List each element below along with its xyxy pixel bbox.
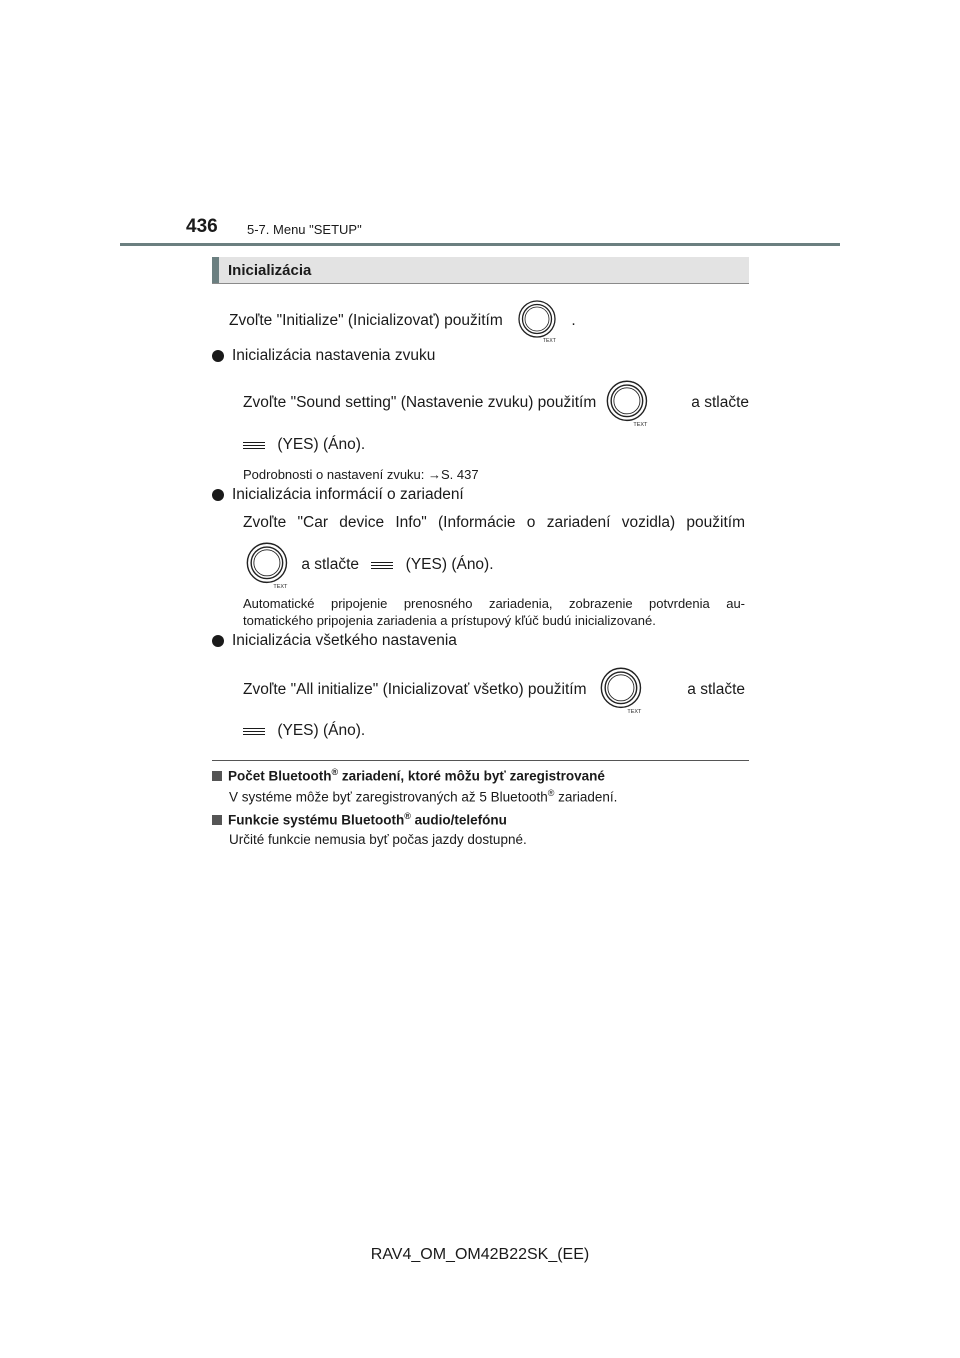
item-all-line1 bbox=[243, 665, 745, 715]
item-sound-note: Podrobnosti o nastavení zvuku: →S. 437 bbox=[243, 467, 479, 482]
item-all-heading bbox=[212, 632, 457, 650]
bullet-icon bbox=[212, 635, 224, 647]
item-heading-text: Inicializácia všetkého nastavenia bbox=[232, 632, 457, 649]
item-device-line2 bbox=[243, 540, 494, 590]
instruction-text: Zvoľte "All initialize" (Inicializovať všetko) použitím bbox=[243, 681, 587, 698]
item-device-note-line2: tomatického pripojenia zariadenia a prístupový kľúč budú inicializované. bbox=[243, 613, 656, 628]
instruction-text: (YES) (Áno). bbox=[405, 556, 494, 573]
bullet-icon bbox=[212, 350, 224, 362]
item-device-line1: Zvoľte "Car device Info" (Informácie o zariadení vozidla) použitím bbox=[243, 514, 745, 531]
intro-period: . bbox=[571, 312, 576, 329]
title-bar bbox=[212, 257, 749, 284]
svg-text:TEXT: TEXT bbox=[543, 338, 556, 344]
square-bullet-icon bbox=[212, 815, 222, 825]
tune-select-knob-icon bbox=[597, 665, 647, 715]
document-code-footer: RAV4_OM_OM42B22SK_(EE) bbox=[370, 1246, 590, 1263]
instruction-text: a stlačte bbox=[301, 556, 360, 573]
square-bullet-icon bbox=[212, 771, 222, 781]
bullet-icon bbox=[212, 489, 224, 501]
item-device-heading bbox=[212, 486, 464, 504]
note-bluetooth-count-heading: Počet Bluetooth® zariadení, ktoré môžu byť zaregistrované bbox=[212, 767, 605, 784]
yes-button-icon bbox=[371, 560, 393, 571]
note-bluetooth-functions-body: Určité funkcie nemusia byť počas jazdy dostupné. bbox=[229, 832, 527, 847]
instruction-text: (YES) (Áno). bbox=[277, 722, 366, 739]
page-number: 436 bbox=[186, 216, 218, 237]
instruction-text-tail: a stlačte bbox=[687, 681, 745, 698]
svg-text:TEXT: TEXT bbox=[273, 583, 288, 590]
tune-select-knob-icon bbox=[603, 378, 653, 428]
tune-select-knob-icon bbox=[243, 540, 293, 590]
item-sound-line1 bbox=[243, 378, 749, 428]
yes-button-icon bbox=[243, 726, 265, 737]
svg-text:TEXT: TEXT bbox=[627, 708, 642, 715]
item-sound-heading bbox=[212, 347, 435, 365]
note-bluetooth-count-body: V systéme môže byť zaregistrovaných až 5 Bluetooth® zariadení. bbox=[229, 788, 618, 805]
intro-line bbox=[229, 298, 576, 344]
instruction-text-tail: a stlačte bbox=[691, 394, 749, 411]
section-title: Inicializácia bbox=[228, 262, 312, 279]
intro-text: Zvoľte "Initialize" (Inicializovať) použitím bbox=[229, 312, 503, 329]
note-bluetooth-functions-heading: Funkcie systému Bluetooth® audio/telefónu bbox=[212, 811, 507, 828]
svg-text:TEXT: TEXT bbox=[632, 421, 647, 428]
title-accent bbox=[212, 257, 219, 283]
tune-select-knob-icon bbox=[515, 298, 561, 344]
instruction-text: Zvoľte "Sound setting" (Nastavenie zvuku) použitím bbox=[243, 394, 597, 411]
section-header: 5-7. Menu "SETUP" bbox=[247, 222, 362, 237]
notes-divider bbox=[212, 760, 749, 761]
yes-button-icon bbox=[243, 440, 265, 451]
item-device-note-line1: Automatické pripojenie prenosného zariadenia, zobrazenie potvrdenia au- bbox=[243, 596, 745, 611]
instruction-text: (YES) (Áno). bbox=[277, 436, 366, 453]
header-rule bbox=[120, 243, 840, 246]
item-heading-text: Inicializácia informácií o zariadení bbox=[232, 486, 464, 503]
item-all-line2 bbox=[243, 722, 365, 740]
item-heading-text: Inicializácia nastavenia zvuku bbox=[232, 347, 436, 364]
item-sound-line2 bbox=[243, 436, 365, 454]
